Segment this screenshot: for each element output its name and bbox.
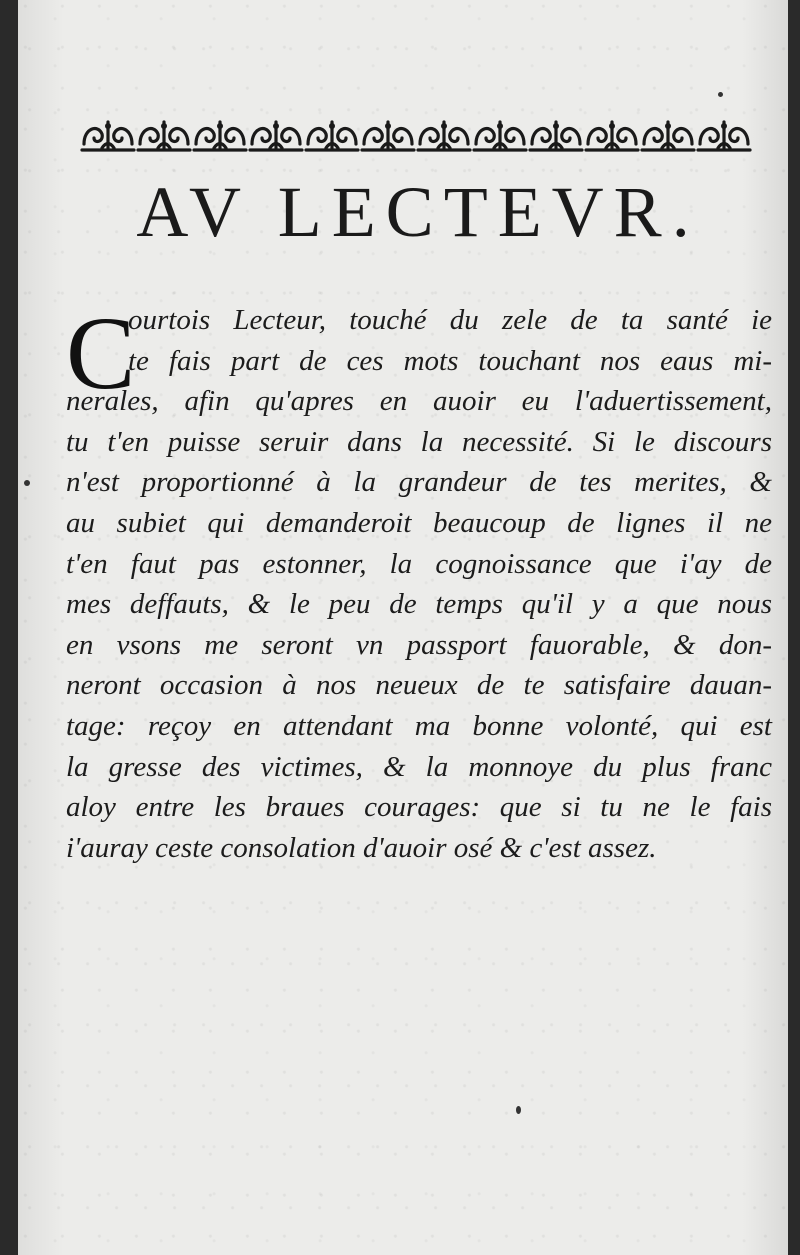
ink-speck	[516, 1106, 521, 1114]
fleuron-ornament	[362, 122, 414, 150]
drop-cap: C	[66, 296, 136, 411]
text-line: mes deffauts, & le peu de temps qu'il y a que nous	[66, 588, 772, 621]
fleuron-ornament	[138, 122, 190, 150]
text-line: tage: reçoy en attendant ma bonne volonté, qui est	[66, 709, 772, 742]
text-line: au subiet qui demanderoit beaucoup de lignes il ne	[66, 506, 772, 539]
fleuron-ornament	[418, 122, 470, 150]
fleuron-ornament	[306, 122, 358, 150]
text-line: te fais part de ces mots touchant nos eaus mi-	[128, 344, 772, 377]
text-line: tu t'en puisse seruir dans la necessité. Si le discours	[66, 425, 772, 458]
fleuron-ornament	[82, 122, 134, 150]
text-line: t'en faut pas estonner, la cognoissance que i'ay de	[66, 547, 772, 580]
text-line: i'auray ceste consolation d'auoir osé & c'est assez.	[66, 831, 657, 864]
fleuron-ornament	[474, 122, 526, 150]
fleuron-ornament	[194, 122, 246, 150]
fleuron-ornament	[586, 122, 638, 150]
text-line: aloy entre les braues courages: que si tu ne le fais	[66, 791, 772, 824]
fleuron-ornament	[698, 122, 750, 150]
fleuron-ornament	[530, 122, 582, 150]
page-title: AV LECTEVR.	[136, 172, 700, 252]
text-line: neront occasion à nos neueux de te satisfaire dauan-	[66, 669, 772, 702]
text-line: nerales, afin qu'apres en auoir eu l'aduertissement,	[66, 385, 772, 418]
ornamental-headband	[80, 116, 752, 154]
fleuron-ornament	[642, 122, 694, 150]
text-line: n'est proportionné à la grandeur de tes merites, &	[66, 466, 772, 499]
text-line: la gresse des victimes, & la monnoye du plus franc	[66, 750, 772, 783]
ink-speck	[718, 92, 723, 97]
preface-text	[66, 296, 772, 868]
ink-speck	[24, 480, 30, 486]
book-page	[18, 0, 788, 1255]
text-line: ourtois Lecteur, touché du zele de ta santé ie	[128, 304, 772, 336]
text-line: en vsons me seront vn passport fauorable, & don-	[66, 628, 772, 661]
fleuron-ornament	[250, 122, 302, 150]
